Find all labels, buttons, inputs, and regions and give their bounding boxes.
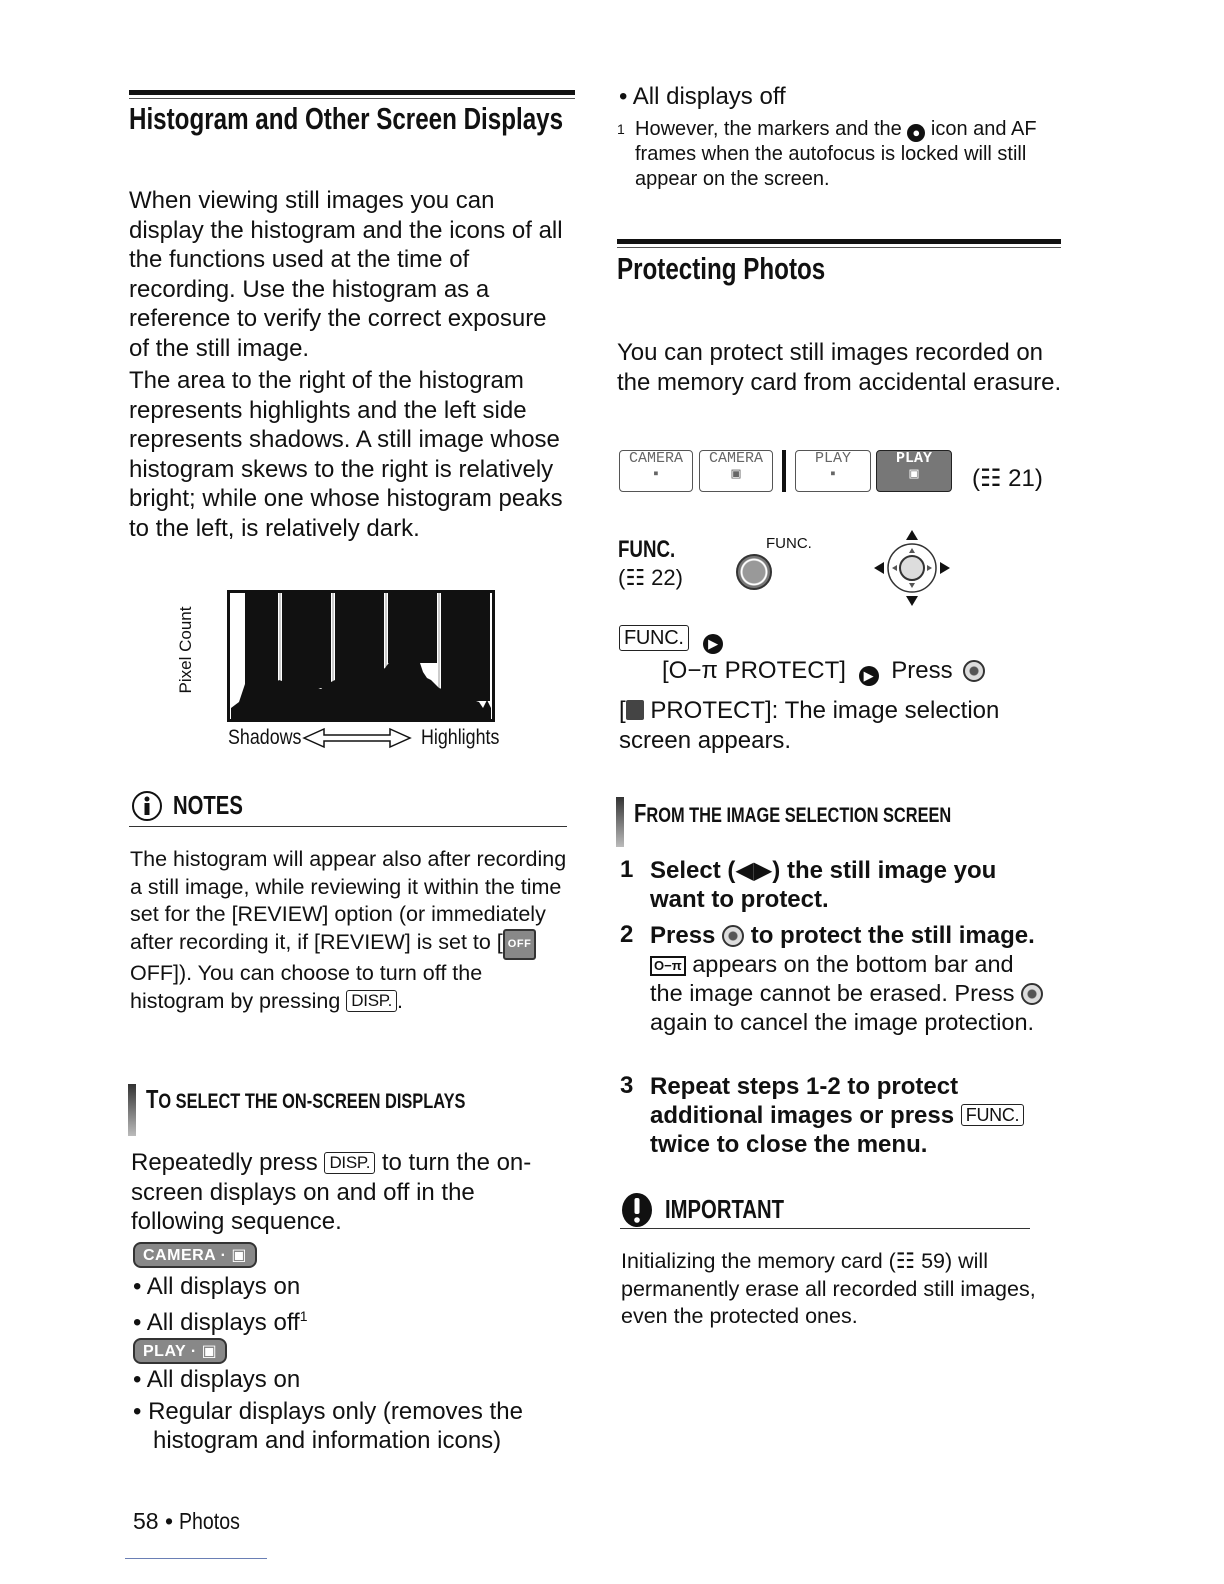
step-2-text	[650, 921, 1070, 950]
list-item: • Regular displays only (removes the histogram and information icons)	[133, 1397, 523, 1454]
mode-bottom-label: ▣	[731, 466, 741, 483]
set-button-icon-3	[1021, 983, 1043, 1005]
func-key[interactable]: FUNC.	[619, 625, 689, 651]
notes-text-part-1: The histogram will appear also after recording a still image, while reviewing it within the time set for the [REVIEW] option (or immediately after recording it, if [REVIEW] is set to [	[130, 847, 567, 954]
footer-rule	[125, 1558, 267, 1559]
step-3-text	[650, 1072, 1050, 1159]
page-footer: 58 • Photos	[133, 1508, 241, 1534]
procedure-result-bracket: [	[619, 697, 626, 724]
notes-title: NOTES	[173, 790, 244, 820]
footnote	[617, 117, 1067, 192]
mode-top-label: CAMERA	[628, 450, 683, 467]
important-title: IMPORTANT	[665, 1194, 785, 1224]
from-screen-heading	[634, 796, 951, 830]
press-label: Press	[891, 657, 953, 684]
procedure-line-1	[619, 625, 723, 655]
right-title-rule	[617, 239, 1061, 244]
notes-text	[130, 846, 575, 1015]
important-rule	[620, 1228, 1030, 1229]
mode-divider	[782, 450, 786, 492]
select-displays-text-part-2: to turn the on-screen displays on and off in the following sequence.	[131, 1149, 532, 1235]
shadows-label: Shadows	[228, 726, 302, 749]
footnote-text-part-1: However, the markers and the	[635, 118, 908, 140]
step-3-number: 3	[620, 1072, 634, 1099]
mode-camera-video	[619, 450, 693, 492]
play-item-displays-on: All displays on	[146, 1366, 301, 1393]
list-item: • All displays off$^1$	[133, 1307, 308, 1336]
mode-play-video	[795, 450, 871, 492]
camera-mode-label: CAMERA · ▣	[133, 1242, 257, 1268]
mode-bottom-label: ▪	[651, 466, 661, 483]
arrow-right-icon-2: ▶	[859, 666, 879, 686]
footnote-text-part-2: icon and AF frames when the autofocus is locked will still appear on the screen.	[635, 118, 1037, 190]
mode-bottom-label: ▪	[828, 466, 838, 483]
step-2-bold-part-1: Press	[650, 922, 723, 949]
func-button-caption: FUNC.	[766, 535, 812, 552]
step-2-detail-part-2: again to cancel the image protection.	[650, 1009, 1035, 1035]
mode-top-label: CAMERA	[708, 450, 763, 467]
protect-intro: You can protect still images recorded on the memory card from accidental erasure.	[617, 339, 1062, 396]
notes-text-part-3: .	[397, 988, 403, 1013]
pixel-count-label: Pixel Count	[176, 606, 195, 694]
notes-heading	[131, 790, 263, 824]
mode-top-label: PLAY	[814, 450, 851, 467]
important-heading	[621, 1192, 818, 1228]
step-2-detail-part-1: appears on the bottom bar and the image cannot be erased. Press	[650, 951, 1021, 1006]
highlights-label: Highlights	[420, 726, 500, 749]
step-1-number: 1	[620, 856, 634, 883]
left-title-rule	[129, 90, 575, 95]
left-title-rule-thin	[129, 98, 575, 99]
footnote-text	[617, 117, 1067, 192]
select-displays-heading-rest: O SELECT THE ON-SCREEN DISPLAYS	[158, 1090, 466, 1113]
set-button-icon-2	[722, 925, 744, 947]
footnote-number: 1	[617, 121, 625, 137]
step-3-bold-part-1: Repeat steps 1-2 to protect additional images or press	[650, 1073, 961, 1129]
step-2-bold-part-2: to protect the still image.	[744, 922, 1035, 949]
right-title-rule-thin	[617, 247, 1061, 248]
camera-item-displays-off: All displays off	[146, 1308, 300, 1336]
play-mode-list	[133, 1365, 553, 1456]
step-2-number: 2	[620, 921, 634, 948]
footnote-mark: 1	[299, 1307, 308, 1324]
double-arrow-icon	[302, 727, 412, 749]
protect-status-icon: O−π	[650, 956, 686, 976]
right-section-title: Protecting Photos	[617, 251, 826, 286]
procedure-line-2	[662, 656, 985, 686]
notes-rule	[129, 826, 567, 827]
play-item-regular-displays: Regular displays only (removes the histogram and information icons)	[148, 1397, 523, 1454]
step-1-text: Select (◀▶) the still image you want to protect.	[650, 857, 997, 913]
mode-top-label: PLAY	[895, 450, 932, 467]
focus-lock-icon: ●	[907, 124, 925, 142]
left-section-title: Histogram and Other Screen Displays	[129, 101, 564, 136]
histogram-x-axis	[228, 726, 513, 752]
select-displays-bar	[128, 1084, 136, 1136]
mode-bottom-label: ▣	[909, 466, 919, 483]
histogram-intro-paragraph-1: When viewing still images you can display the histogram and the icons of all the functions used at the time of recording. Use the histogram as a reference to verify the correct exposure of the still image.	[129, 187, 563, 362]
camera-item-displays-on: All displays on	[146, 1273, 301, 1300]
from-screen-heading-rest: ROM THE IMAGE SELECTION SCREEN	[646, 804, 952, 827]
disp-button[interactable]: DISP.	[346, 990, 397, 1012]
joystick-icon[interactable]	[872, 528, 952, 608]
histogram-y-label	[176, 600, 196, 700]
list-item: • All displays on	[133, 1366, 301, 1393]
info-icon	[131, 790, 163, 822]
func-label: FUNC.	[618, 536, 676, 563]
protect-menu-item: [O−π PROTECT]	[662, 657, 846, 684]
select-displays-heading	[146, 1082, 465, 1116]
notes-text-part-2: OFF]). You can choose to turn off the histogram by pressing	[130, 961, 483, 1013]
from-screen-bar	[616, 797, 624, 847]
func-key-2[interactable]: FUNC.	[961, 1104, 1025, 1126]
play-photo-mode-icon	[133, 1338, 227, 1364]
important-text: Initializing the memory card (☷ 59) will permanently erase all recorded still images, even the protected ones.	[621, 1249, 1036, 1328]
histogram-intro-paragraph-2: The area to the right of the histogram represents highlights and the left side represents shadows. A still image whose histogram skews to the right is relatively bright; while one whose histogram peaks to the left, is relatively dark.	[129, 367, 563, 542]
select-displays-text	[131, 1148, 571, 1237]
play-mode-label: PLAY · ▣	[133, 1338, 227, 1364]
mode-play-photo-active	[876, 450, 952, 492]
arrow-right-icon: ▶	[703, 634, 723, 654]
camera-photo-mode-icon	[133, 1242, 257, 1268]
procedure-result	[619, 696, 1064, 755]
mode-page-ref: (☷ 21)	[972, 465, 1043, 492]
all-displays-off-item: All displays off	[632, 83, 786, 110]
from-screen-heading-initial: F	[634, 798, 647, 828]
step-2-detail	[650, 950, 1050, 1037]
procedure-result-text: PROTECT]: The image selection screen appears.	[619, 697, 1000, 754]
set-button-icon	[963, 660, 985, 682]
select-displays-text-part-1: Repeatedly press	[131, 1149, 325, 1176]
func-button-icon[interactable]	[736, 554, 772, 590]
page-number: 58	[133, 1508, 159, 1534]
disp-button-2[interactable]: DISP.	[324, 1152, 375, 1174]
important-icon	[621, 1192, 653, 1228]
footer-section: Photos	[179, 1508, 241, 1534]
off-icon: OFF	[503, 929, 537, 961]
continued-list-item: • All displays off	[619, 83, 786, 110]
step-3-bold-part-2: twice to close the menu.	[650, 1131, 928, 1158]
camera-mode-list	[133, 1272, 553, 1337]
mode-camera-photo	[699, 450, 773, 492]
func-page-ref: (☷ 22)	[618, 565, 683, 590]
protect-icon	[626, 700, 644, 720]
histogram-chart	[227, 590, 495, 722]
list-item: • All displays on	[133, 1273, 301, 1300]
select-displays-heading-initial: T	[146, 1084, 159, 1114]
